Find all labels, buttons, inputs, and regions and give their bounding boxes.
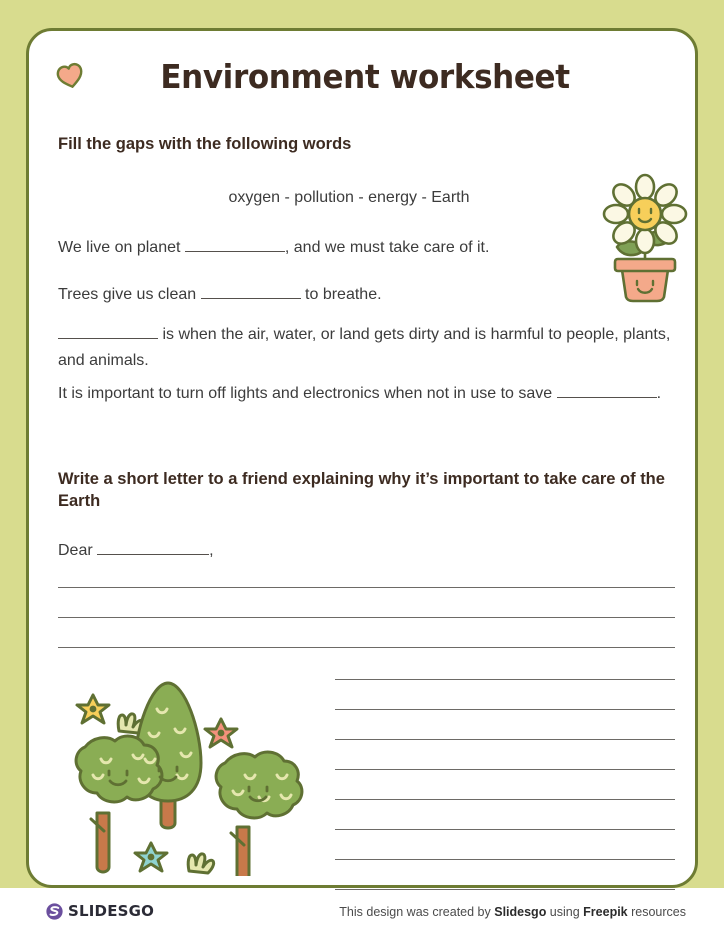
fill-gap-sentence-3 (58, 322, 678, 374)
slidesgo-s-logo-icon (46, 903, 63, 920)
writing-line-wide[interactable] (58, 587, 675, 588)
sentence-1-after: , and we must take care of it. (284, 239, 490, 256)
footer (0, 888, 724, 936)
writing-line-short[interactable] (335, 739, 675, 740)
answer-blank-4[interactable] (557, 397, 657, 398)
worksheet-card (26, 28, 698, 888)
section-one-heading: Fill the gaps with the following words (58, 135, 352, 153)
word-bank: oxygen - pollution - energy - Earth (228, 189, 470, 206)
writing-line-short[interactable] (335, 679, 675, 680)
fill-gap-sentence-1 (58, 235, 618, 261)
answer-blank-2[interactable] (201, 298, 301, 299)
writing-line-short[interactable] (335, 829, 675, 830)
salutation-before: Dear (58, 542, 98, 559)
answer-blank-1[interactable] (185, 251, 285, 252)
attribution-middle: using (546, 905, 584, 919)
sentence-2-before: Trees give us clean (58, 286, 201, 303)
writing-line-short[interactable] (335, 709, 675, 710)
attribution-brand-freepik: Freepik (583, 905, 628, 919)
attribution-text (339, 905, 686, 919)
sentence-3-after: is when the air, water, or land gets dirty and is harmful to people, plants, and animals. (58, 326, 671, 369)
slidesgo-wordmark: SLIDESGO (68, 902, 155, 920)
answer-blank-3[interactable] (58, 338, 158, 339)
attribution-prefix: This design was created by (339, 905, 495, 919)
page-title: Environment worksheet (160, 57, 570, 96)
trees-and-flowers-illustration (49, 671, 324, 876)
sentence-4-after: . (656, 385, 662, 402)
attribution-suffix: resources (627, 905, 686, 919)
sentence-4-before: It is important to turn off lights and electronics when not in use to save (58, 385, 557, 402)
salutation-after: , (209, 542, 214, 559)
sentence-2-after: to breathe. (300, 286, 382, 303)
writing-line-short[interactable] (335, 799, 675, 800)
flower-in-pot-illustration (597, 173, 693, 303)
fill-gap-sentence-2 (58, 282, 618, 308)
sentence-1-before: We live on planet (58, 239, 185, 256)
writing-line-short[interactable] (335, 769, 675, 770)
salutation-blank[interactable] (97, 554, 209, 555)
attribution-brand-slidesgo: Slidesgo (494, 905, 547, 919)
writing-line-wide[interactable] (58, 617, 675, 618)
writing-line-wide[interactable] (58, 647, 675, 648)
slidesgo-logo[interactable] (46, 902, 154, 920)
fill-gap-sentence-4 (58, 381, 678, 407)
letter-salutation (58, 538, 618, 564)
section-two-heading: Write a short letter to a friend explaining why it’s important to take care of the Earth (58, 470, 665, 511)
writing-line-short[interactable] (335, 859, 675, 860)
